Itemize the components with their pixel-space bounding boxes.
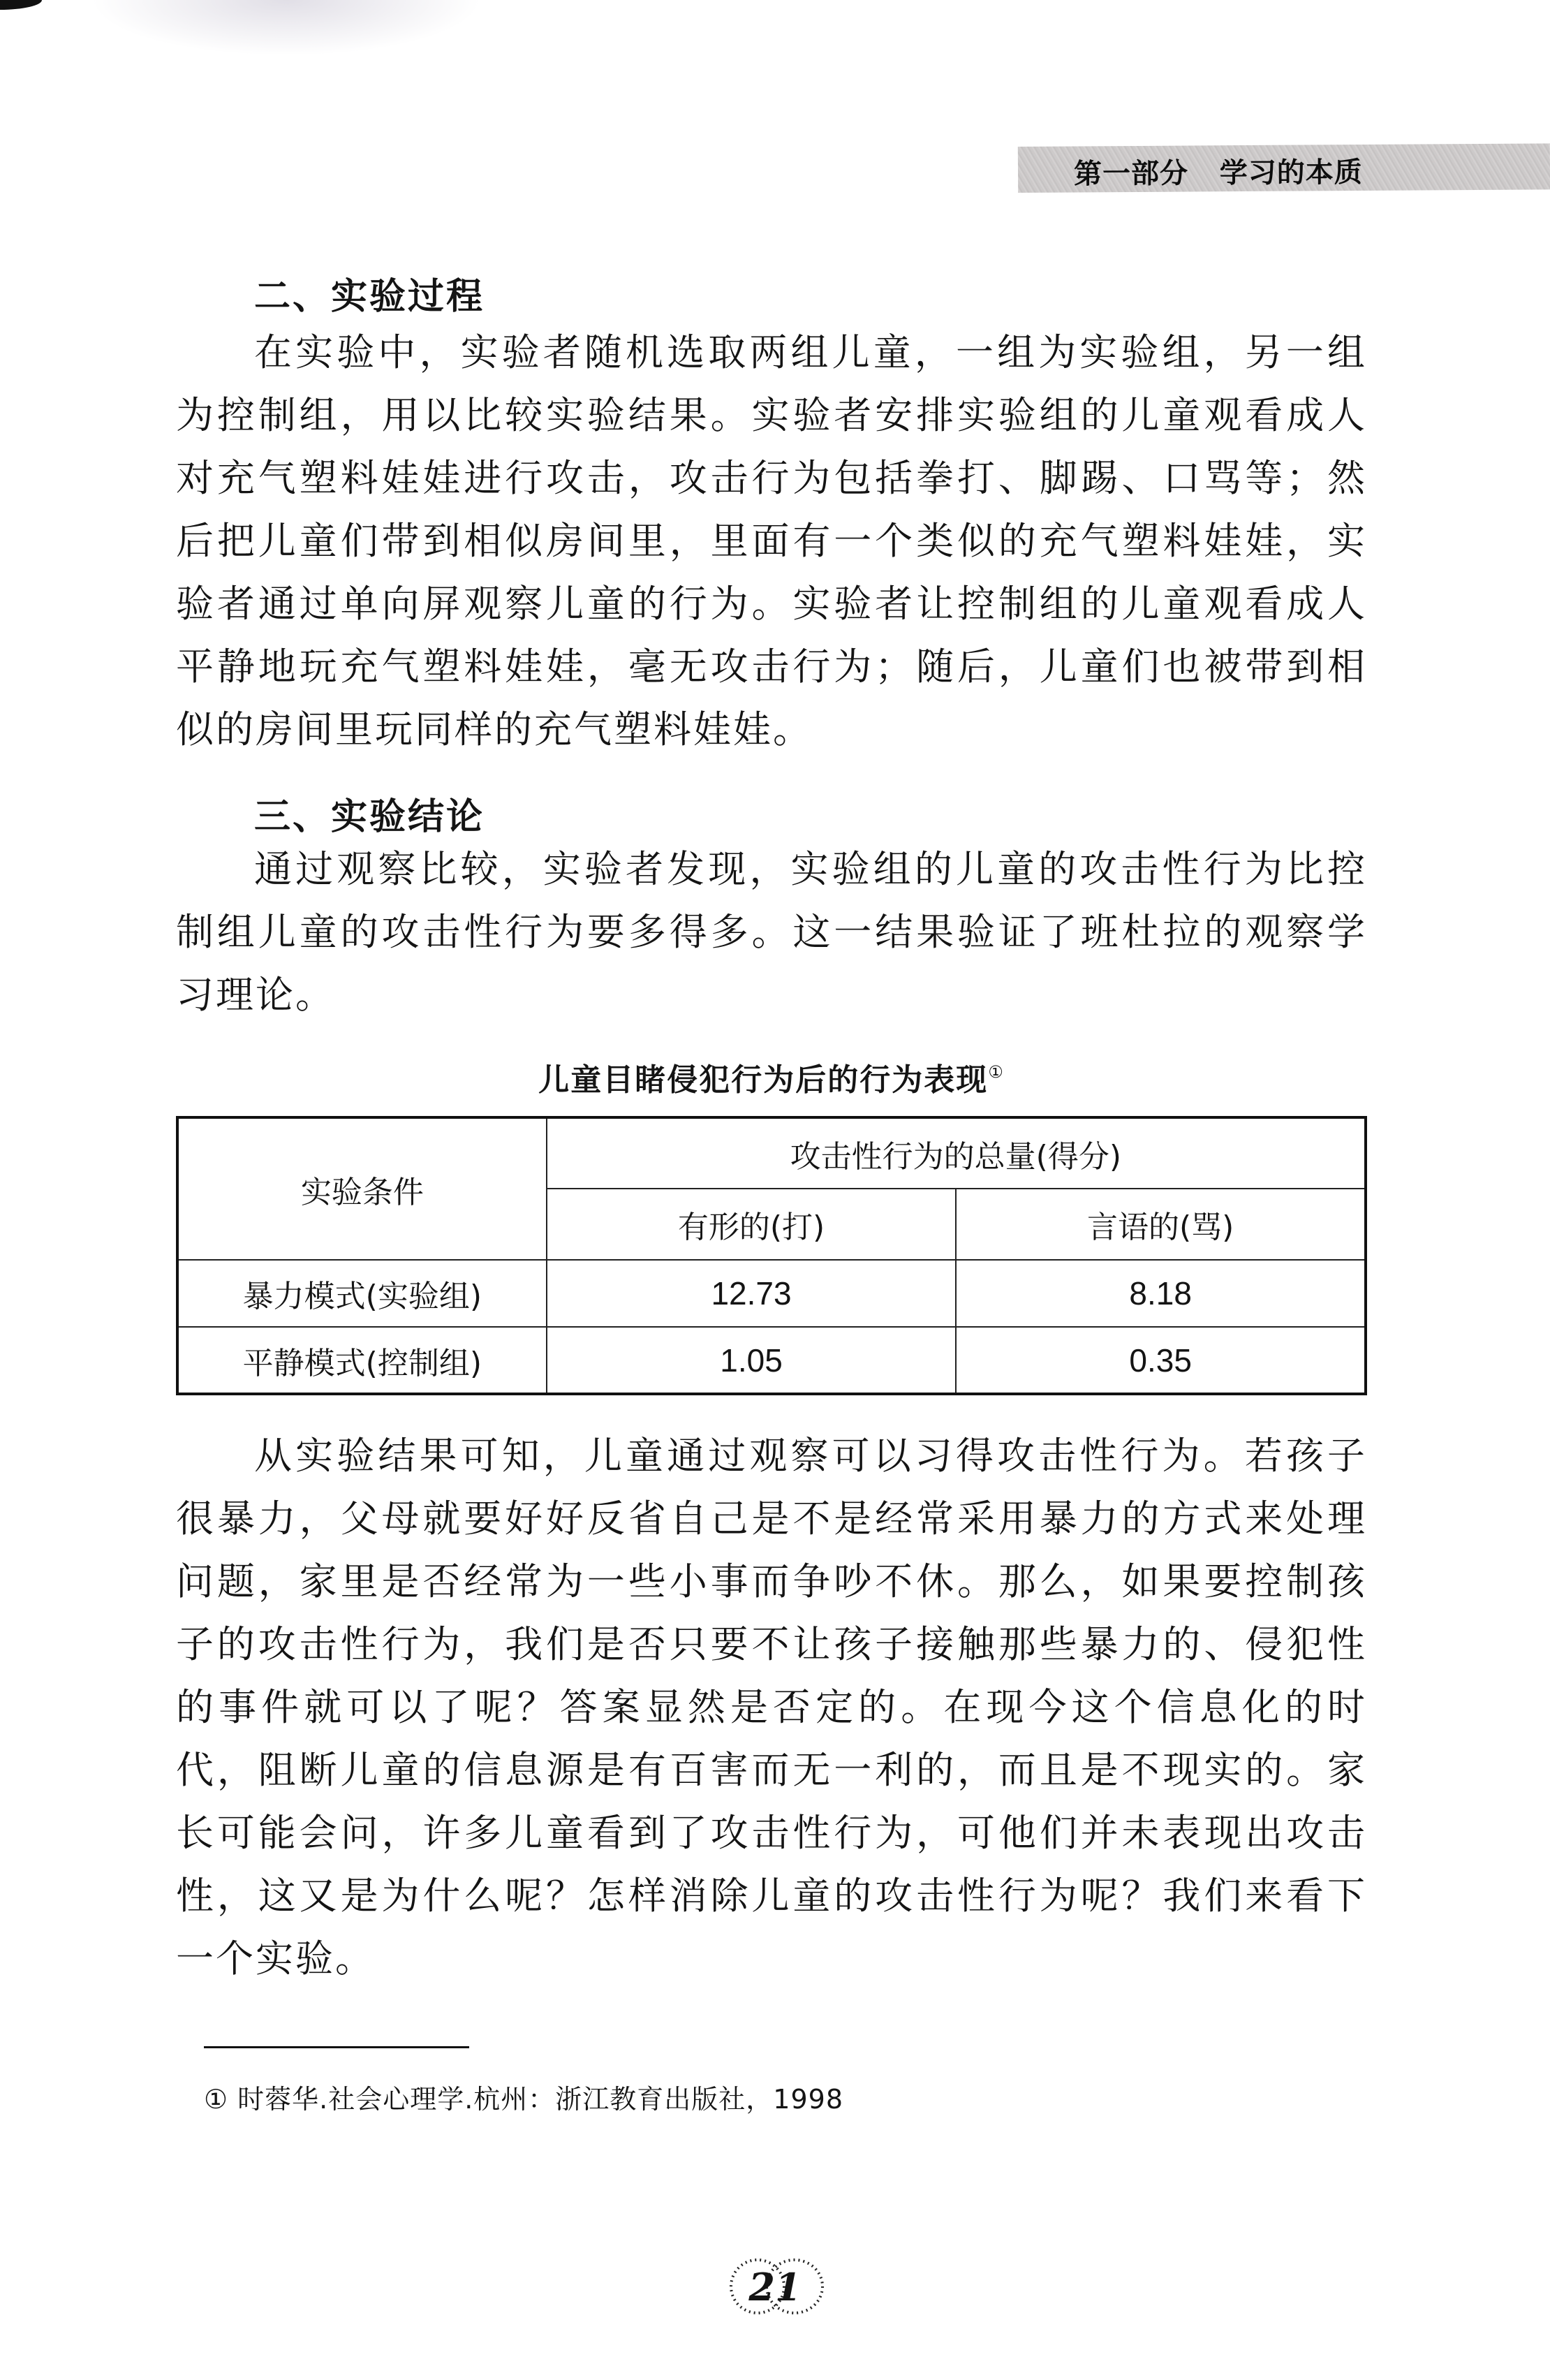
scan-smudge: [91, 0, 482, 56]
table-row: [177, 1327, 1366, 1394]
footnote: ① 时蓉华.社会心理学.杭州：浙江教育出版社，1998: [204, 2084, 844, 2115]
paragraph-process: 在实验中，实验者随机选取两组儿童，一组为实验组，另一组为控制组，用以比较实验结果。实验者安排实验组的儿童观看成人对充气塑料娃娃进行攻击，攻击行为包括拳打、脚踢、口骂等；然后把儿童们带到相似房间里，里面有一个类似的充气塑料娃娃，实验者通过单向屏观察儿童的行为。实验者让控制组的儿童观看成人平静地玩充气塑料娃娃，毫无攻击行为；随后，儿童们也被带到相似的房间里玩同样的充气塑料娃娃。: [176, 330, 1367, 751]
section-heading-process: 二、实验过程: [254, 276, 485, 318]
page-corner-shadow: [0, 0, 42, 10]
results-table: [176, 1116, 1367, 1395]
row-physical-score: 12.73: [547, 1260, 957, 1327]
page-number: 21: [748, 2265, 802, 2309]
row-verbal-score: 8.18: [956, 1260, 1366, 1327]
row-verbal-score: 0.35: [956, 1327, 1366, 1394]
section-heading-conclusion: 三、实验结论: [254, 796, 485, 838]
footnote-divider: [204, 2046, 469, 2048]
page-number-ornament: [719, 2256, 831, 2319]
running-header-text: 第一部分 学习的本质: [1073, 156, 1363, 191]
running-header: [1018, 143, 1550, 193]
table-header-row: [177, 1117, 1366, 1189]
row-condition: 暴力模式(实验组): [177, 1260, 547, 1327]
header-aggression-total: 攻击性行为的总量(得分): [547, 1117, 1366, 1189]
row-condition: 平静模式(控制组): [177, 1327, 547, 1394]
table-row: [177, 1260, 1366, 1327]
header-verbal: 言语的(骂): [956, 1189, 1366, 1260]
header-physical: 有形的(打): [547, 1189, 957, 1260]
section-process-body: [176, 321, 1367, 761]
section-conclusion-body: [176, 838, 1367, 1027]
table-caption-text: 儿童目睹侵犯行为后的行为表现: [538, 1062, 989, 1098]
header-condition: 实验条件: [177, 1117, 547, 1260]
closing-body: [176, 1425, 1367, 1990]
paragraph-conclusion: 通过观察比较，实验者发现，实验组的儿童的攻击性行为比控制组儿童的攻击性行为要多得多。这一结果验证了班杜拉的观察学习理论。: [176, 847, 1367, 1017]
row-physical-score: 1.05: [547, 1327, 957, 1394]
table-caption: [176, 1055, 1367, 1099]
paragraph-closing: 从实验结果可知，儿童通过观察可以习得攻击性行为。若孩子很暴力，父母就要好好反省自己是不是经常采用暴力的方式来处理问题，家里是否经常为一些小事而争吵不休。那么，如果要控制孩子的攻击性行为，我们是否只要不让孩子接触那些暴力的、侵犯性的事件就可以了呢？答案显然是否定的。在现今这个信息化的时代，阻断儿童的信息源是有百害而无一利的，而且是不现实的。家长可能会问，许多儿童看到了攻击性行为，可他们并未表现出攻击性，这又是为什么呢？怎样消除儿童的攻击性行为呢？我们来看下一个实验。: [176, 1434, 1367, 1981]
footnote-ref-marker: ①: [988, 1062, 1005, 1082]
